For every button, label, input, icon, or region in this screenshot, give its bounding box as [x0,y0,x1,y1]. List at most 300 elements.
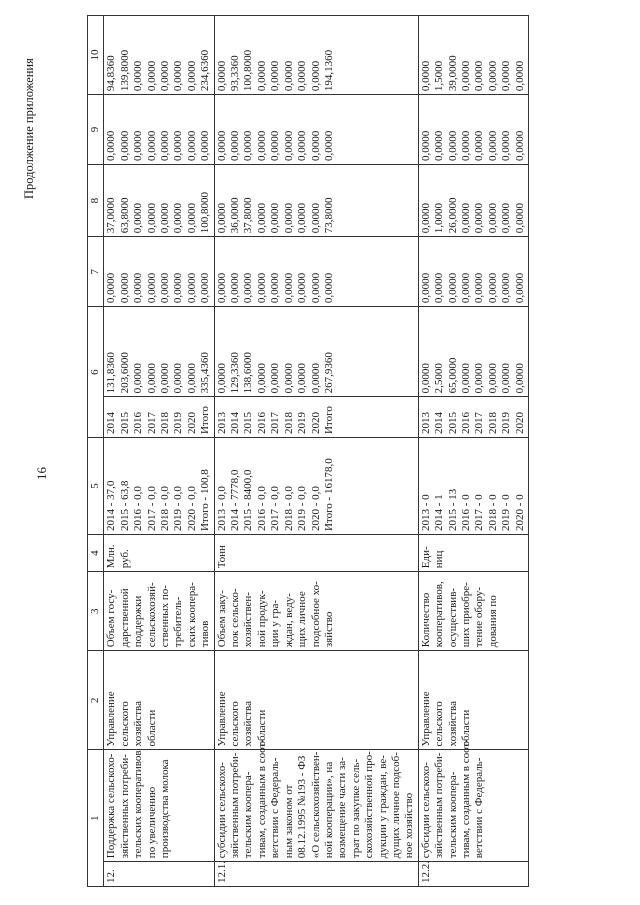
cell-line: Итого [322,406,335,435]
cell-line: 2014 [229,412,242,435]
cell-line: хозяйствен- [242,592,255,648]
header-col-5: 5 [88,438,104,535]
row-number-cell: 12.1. [214,862,418,887]
col8-values-cell [104,165,214,237]
cell-line: 0,0000 [473,60,486,92]
cell-line: тивам, созданным в соот- [459,739,472,859]
cell-line: 0,0000 [486,202,499,234]
cell-line: 63,8000 [118,197,131,234]
cell-line: 0,0000 [513,202,526,234]
cell-line: 0,0000 [132,363,145,394]
cell-line: 2017 - 0 [473,494,486,532]
cell-line: 0,0000 [296,363,309,394]
cell-line: 0,0000 [199,130,212,162]
executor-lines [105,654,159,746]
cell-line: дования по [486,595,499,648]
cell-line: ной продук- [255,590,268,648]
cell-line: зяйство [322,611,335,648]
cell-line: 0,0000 [215,202,228,234]
unit-cell [104,535,214,572]
row-number-cell: 12.2. [418,862,528,887]
cell-line: 2016 [459,412,472,435]
cell-line: 2015 - 8400,0 [242,469,255,532]
cell-line: 335,4360 [199,352,212,394]
cell-line: Итого - 16178,0 [322,458,335,532]
cell-line: 2019 [500,412,513,435]
cell-line: тивов [199,620,212,648]
cell-line: Поддержка сельскохо- [105,753,118,859]
cell-line: 0,0000 [322,272,335,304]
cell-line: 0,0000 [282,60,295,92]
funding-total-cell [104,307,214,397]
cell-line: по увеличению [145,786,158,859]
cell-line: 0,0000 [185,130,198,162]
cell-line: 0,0000 [309,130,322,162]
cell-line: 2014 [433,412,446,435]
cell-line: 0,0000 [419,130,432,162]
cell-line: 0,0000 [132,202,145,234]
cell-line: 1,5000 [433,60,446,92]
cell-line: пок сельско- [229,588,242,648]
executor-lines [216,654,270,746]
cell-line: 0,0000 [282,363,295,394]
cell-line: 0,0000 [309,363,322,394]
cell-line: 267,9360 [322,352,335,394]
cell-line: хозяйства [132,701,145,747]
cell-line: 0,0000 [473,272,486,304]
cell-line: Объем заку- [215,590,228,648]
cell-line: 0,0000 [433,272,446,304]
cell-line: 0,0000 [446,272,459,304]
col7-values-cell [104,237,214,307]
cell-line: 2015 [446,412,459,435]
cell-line: 0,0000 [513,130,526,162]
years-cell [214,397,418,438]
cell-line: 0,0000 [159,130,172,162]
cell-line: 0,0000 [419,272,432,304]
cell-line: 0,0000 [185,60,198,92]
cell-line: дущих личное подсоб- [389,752,402,859]
cell-line: ное хозяйство [403,792,416,859]
cell-line: хозяйства [242,701,255,747]
cell-line: 94,8360 [105,55,118,92]
col9-values-cell [214,95,418,165]
funding-total-lines [105,310,212,393]
cell-line: 0,0000 [282,130,295,162]
cell-line: 0,0000 [500,130,513,162]
cell-line: производства молока [159,759,172,859]
cell-line: 2,5000 [433,363,446,394]
col10-values-cell [104,16,214,95]
cell-line: Млн. [105,544,118,569]
cell-line: 0,0000 [215,363,228,394]
cell-line: сельскохозяй- [145,582,158,648]
col9-values-cell [418,95,528,165]
cell-line: 0,0000 [172,202,185,234]
executor-cell [418,651,528,750]
cell-line: 0,0000 [269,130,282,162]
col9-values-lines [420,98,527,161]
cell-line: 2016 [132,412,145,435]
cell-line: 0,0000 [118,272,131,304]
cell-line: Управление [419,691,432,747]
cell-line: сельского [229,701,242,747]
unit-cell [214,535,418,572]
cell-line: 0,0000 [215,272,228,304]
executor-lines [420,654,474,746]
years-lines [216,400,337,434]
cell-line: 2019 [172,412,185,435]
cell-line: 0,0000 [419,60,432,92]
cell-line: ших приобре- [459,582,472,648]
target-values-lines [105,441,212,531]
cell-line: 0,0000 [269,363,282,394]
cell-line: ной кооперации», на [322,761,335,859]
executor-cell [214,651,418,750]
years-lines [420,400,527,434]
row-number-cell: 12. [104,862,214,887]
col7-values-lines [216,240,337,303]
cell-line: ным законом от [282,784,295,859]
cell-line: 0,0000 [172,363,185,394]
cell-line: 0,0000 [322,130,335,162]
header-col-3: 3 [88,572,104,651]
cell-line: 2017 - 0,0 [269,486,282,532]
years-lines [105,400,212,434]
col9-values-lines [105,98,212,161]
cell-line: 2016 - 0 [459,494,472,532]
cell-line: Управление [105,691,118,747]
cell-line: 0,0000 [486,60,499,92]
cell-line: зяйственных потреби- [118,754,131,859]
cell-line: 0,0000 [185,202,198,234]
cell-line: ждан, веду- [282,593,295,648]
header-col-2: 2 [88,651,104,750]
cell-line: 2016 [255,412,268,435]
indicator-lines [216,575,337,647]
col8-values-lines [420,168,527,233]
cell-line: тение обору- [473,587,486,648]
indicator-cell [418,572,528,651]
cell-line: 0,0000 [473,363,486,394]
cell-line: 0,0000 [459,202,472,234]
page-number: 16 [34,467,49,480]
cell-line: 0,0000 [459,272,472,304]
cell-line: 0,0000 [459,363,472,394]
cell-line: области [459,709,472,747]
cell-line: субсидии сельскохо- [215,762,228,859]
col7-values-lines [105,240,212,303]
cell-line: возмещение части за- [336,757,349,859]
header-col-10: 10 [88,16,104,95]
cell-line: 0,0000 [309,60,322,92]
table-row [104,16,214,887]
cell-line: 2017 - 0,0 [145,486,158,532]
cell-line: 0,0000 [145,60,158,92]
cell-line: 0,0000 [269,272,282,304]
cell-line: 0,0000 [419,202,432,234]
cell-line: 2015 [118,412,131,435]
cell-line: субсидии сельскохо- [419,762,432,859]
cell-line: 37,8000 [242,197,255,234]
cell-line: 2020 - 0,0 [309,486,322,532]
cell-line: 0,0000 [118,130,131,162]
cell-line: 65,0000 [446,357,459,394]
cell-line: 2020 - 0,0 [185,486,198,532]
cell-line: 0,0000 [255,130,268,162]
col7-values-cell [214,237,418,307]
cell-line: 2018 - 0,0 [282,486,295,532]
header-col-9: 9 [88,95,104,165]
cell-line: «О сельскохозяйствен- [309,751,322,859]
cell-line: 0,0000 [185,363,198,394]
unit-lines [105,538,132,568]
cell-line: 2013 [215,412,228,435]
cell-line: 0,0000 [145,272,158,304]
cell-line: 0,0000 [296,272,309,304]
target-values-lines [420,441,527,531]
cell-line: 0,0000 [145,363,158,394]
cell-line: 37,0000 [105,197,118,234]
cell-line: 2013 - 0 [419,494,432,532]
indicator-cell [214,572,418,651]
cell-line: 2020 [185,412,198,435]
cell-line: 0,0000 [486,363,499,394]
cell-line: Количество [419,592,432,648]
cell-line: 2017 [269,412,282,435]
cell-line: 36,0000 [229,197,242,234]
cell-line: 0,0000 [255,60,268,92]
cell-line: 2017 [145,412,158,435]
cell-line: подсобное хо- [309,581,322,648]
cell-line: 0,0000 [269,202,282,234]
cell-line: хозяйства [446,701,459,747]
cell-line: ственных по- [159,585,172,648]
cell-line: ции у гра- [269,600,282,648]
measure-name-cell [418,739,528,862]
indicator-cell [104,572,214,651]
cell-line: 93,3360 [229,55,242,92]
cell-line: 73,8000 [322,197,335,234]
cell-line: 1,0000 [433,202,446,234]
cell-line: тивам, созданным в соот- [255,739,268,859]
funding-total-cell [418,307,528,397]
col9-values-lines [216,98,337,161]
indicator-lines [105,575,212,647]
cell-line: тельским коопера- [242,771,255,859]
cell-line: 100,8000 [199,191,212,234]
cell-line: 0,0000 [255,202,268,234]
cell-line: 2016 - 0,0 [132,486,145,532]
cell-line: 131,8360 [105,352,118,394]
years-cell [104,397,214,438]
cell-line: 2020 [309,412,322,435]
cell-line: 2014 - 7778,0 [229,469,242,532]
cell-line: тельским коопера- [446,771,459,859]
cell-line: 0,0000 [486,272,499,304]
cell-line: 2017 [473,412,486,435]
cell-line: 2016 - 0,0 [255,486,268,532]
cell-line: 0,0000 [145,202,158,234]
cell-line: Объем госу- [105,589,118,648]
cell-line: 0,0000 [229,272,242,304]
measure-name-cell [214,739,418,862]
header-col-6: 6 [88,307,104,438]
cell-line: 0,0000 [282,202,295,234]
header-col-4: 4 [88,535,104,572]
cell-line: Еди- [419,546,432,569]
cell-line: 2019 [296,412,309,435]
cell-line: 2018 [282,412,295,435]
cell-line: 0,0000 [105,130,118,162]
cell-line: 0,0000 [105,272,118,304]
header-col-1: 1 [88,750,104,887]
cell-line: 194,1360 [322,49,335,92]
cell-line: 0,0000 [199,272,212,304]
cell-line: 0,0000 [500,60,513,92]
unit-cell [418,535,528,572]
col8-values-lines [105,168,212,233]
cell-line: 0,0000 [446,130,459,162]
cell-line: 0,0000 [172,130,185,162]
cell-line: 2013 - 0,0 [215,486,228,532]
target-values-cell [214,438,418,535]
cell-line: 0,0000 [215,60,228,92]
cell-line: области [145,709,158,747]
cell-line: сельского [433,701,446,747]
cell-line: 2014 [105,412,118,435]
col10-values-cell [418,16,528,95]
funding-total-lines [216,310,337,393]
cell-line: 26,0000 [446,197,459,234]
cell-line: 2015 - 13 [446,488,459,532]
col9-values-cell [104,95,214,165]
col8-values-lines [216,168,337,233]
cell-line: зяйственным потреби- [229,752,242,859]
funding-total-lines [420,310,527,393]
cell-line: 2014 - 1 [433,494,446,532]
cell-line: 0,0000 [132,130,145,162]
cell-line: 2019 - 0,0 [296,486,309,532]
cell-line: 2018 - 0,0 [159,486,172,532]
cell-line: сельского [118,701,131,747]
cell-line: 0,0000 [229,130,242,162]
cell-line: 0,0000 [433,130,446,162]
cell-line: кооперативов, [433,581,446,648]
cell-line: 0,0000 [296,130,309,162]
cell-line: ниц [433,550,446,569]
target-values-cell [104,438,214,535]
unit-lines [216,538,229,568]
cell-line: 0,0000 [419,363,432,394]
col7-values-cell [418,237,528,307]
cell-line: 0,0000 [159,272,172,304]
cell-line: Итого - 100,8 [199,469,212,532]
cell-line: скохозяйственной про- [363,751,376,859]
cell-line: трат по закупке сель- [349,758,362,859]
cell-line: 2020 - 0 [513,494,526,532]
appendix-continuation-note: Продолжение приложения [22,58,36,199]
cell-line: 0,0000 [159,60,172,92]
cell-line: руб. [118,549,131,569]
cell-line: тельских кооперативов [132,750,145,859]
col10-values-cell [214,16,418,95]
executor-cell [104,651,214,750]
target-values-cell [418,438,528,535]
cell-line: 234,6360 [199,49,212,92]
cell-line: 2015 [242,412,255,435]
cell-line: 08.12.1995 №193 - ФЗ [296,755,309,859]
unit-lines [420,538,447,568]
table-row [214,16,418,887]
cell-line: 0,0000 [309,272,322,304]
cell-line: осуществив- [446,587,459,648]
cell-line: 139,8000 [118,49,131,92]
cell-line: Тонн [215,545,228,569]
cell-line: 203,6000 [118,352,131,394]
measure-name-lines [215,739,417,859]
cell-line: 0,0000 [132,60,145,92]
col8-values-cell [418,165,528,237]
col7-values-lines [420,240,527,303]
cell-line: 0,0000 [486,130,499,162]
cell-line: 0,0000 [159,363,172,394]
funding-total-cell [214,307,418,397]
cell-line: 2018 - 0 [486,494,499,532]
cell-line: 0,0000 [242,272,255,304]
cell-line: 0,0000 [500,272,513,304]
cell-line: 39,0000 [446,55,459,92]
cell-line: 2014 - 37,0 [105,480,118,532]
years-cell [418,397,528,438]
cell-line: ветствии с Федераль- [269,757,282,859]
cell-line: 2013 [419,412,432,435]
col10-values-lines [420,19,527,91]
cell-line: 0,0000 [513,60,526,92]
cell-line: 0,0000 [215,130,228,162]
cell-line: 0,0000 [309,202,322,234]
cell-line: требитель- [172,596,185,648]
cell-line: дукции у граждан, ве- [376,755,389,859]
measure-name-lines [105,750,172,859]
indicator-lines [420,575,500,647]
cell-line: 0,0000 [513,363,526,394]
measure-name-cell [104,750,214,862]
cell-line: 2020 [513,412,526,435]
cell-line: области [255,709,268,747]
cell-line: поддержки [132,595,145,648]
cell-line: ских коопера- [185,582,198,648]
cell-line: 0,0000 [185,272,198,304]
program-table [87,15,529,887]
cell-line: 0,0000 [145,130,158,162]
header-col-7: 7 [88,237,104,307]
cell-line: Управление [215,691,228,747]
target-values-lines [216,441,337,531]
cell-line: 2019 - 0 [500,494,513,532]
cell-line: 2019 - 0,0 [172,486,185,532]
cell-line: 0,0000 [132,272,145,304]
table-row [418,16,528,887]
measure-name-lines [419,739,487,859]
cell-line: Итого [199,406,212,435]
col8-values-cell [214,165,418,237]
cell-line: 0,0000 [172,272,185,304]
cell-line: 0,0000 [296,60,309,92]
cell-line: 2018 [159,412,172,435]
cell-line: ветствии с Федераль- [473,757,486,859]
cell-line: 138,6000 [242,352,255,394]
